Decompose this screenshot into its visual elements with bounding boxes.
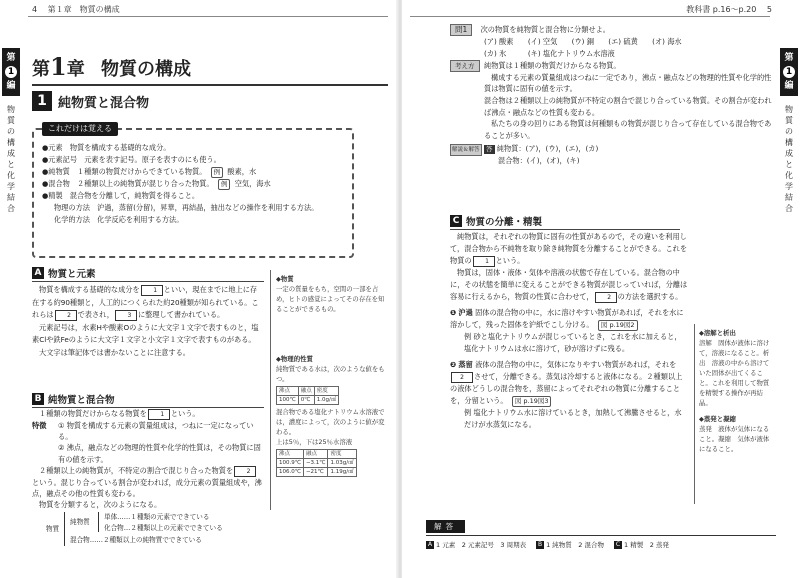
method-text: 液体の混合物の中に，気体になりやすい物質があれば，それを (475, 360, 677, 369)
paragraph (32, 465, 264, 499)
blank-box: 1 (148, 409, 170, 420)
subsection-rule (450, 229, 680, 230)
chapter-prefix: 第 (32, 59, 50, 80)
side-tab-bottom: 編 (6, 81, 16, 91)
subsection-a-body (32, 284, 264, 359)
figure-ref: 図 p.19図3 (512, 396, 552, 407)
paragraph: 物質を分類すると，次のようになる。 (39, 500, 162, 510)
key-line: ●純物質 １種類の物質だけからできている物質。 (42, 167, 207, 176)
table-cell: 100.9℃ (277, 459, 304, 468)
key-points-box (32, 124, 354, 258)
figure-ref: 図 p.19図2 (598, 320, 638, 331)
paragraph: 大文字は筆記体では書かないことに注意する。 (39, 347, 190, 357)
answer-group-c: C 1 精製 2 蒸発 (615, 541, 669, 549)
table-cell: 沸点 (277, 450, 304, 459)
key-line: ●混合物 ２種類以上の純物質が混じり合った物質。 (42, 179, 214, 188)
subsection-title: 純物質と混合物 (48, 395, 115, 406)
method-example: 例 砂と塩化ナトリウムが混じっているとき，これを水に加えると，塩化ナトリウムは水に溶けて，砂が溶けずに残る。 (464, 332, 682, 353)
chapter-side-tab (780, 48, 798, 96)
text: で表され， (77, 310, 114, 319)
example-text: 空気，海水 (234, 179, 271, 188)
question-label: 問1 (450, 24, 472, 36)
table-header-row (277, 450, 357, 459)
answer-group-b: B 1 純物質 2 混合物 (538, 541, 605, 549)
side-divider (270, 270, 271, 510)
text: に整理して書かれている。 (137, 310, 225, 319)
side-note-title: ◆物質 (276, 275, 294, 283)
side-tab-top: 第 (784, 53, 794, 63)
method-term: 沪過 (458, 308, 473, 317)
blank-box: 3 (115, 310, 137, 321)
key-points-title: これだけは覚える (42, 122, 118, 136)
chapter-side-tab (2, 48, 20, 96)
left-side-notes (276, 274, 386, 477)
section-number: 1 (32, 91, 52, 111)
table-cell: 0℃ (298, 396, 314, 405)
section-name: 純物質と混合物 (58, 95, 150, 111)
side-tab-num: 1 (783, 66, 795, 78)
blank-box: 1 (141, 285, 163, 296)
answer-line: 混合物：(イ)，(オ)，(キ) (498, 155, 580, 165)
table-cell: 融点 (303, 450, 328, 459)
key-line: 物理の方法 沪過，蒸留(分留)，昇華，再結晶，抽出などの操作を利用する方法。 (54, 203, 319, 212)
blank-box: 2 (451, 372, 473, 383)
example-tag: 例 (218, 179, 231, 190)
key-line: ●元素記号 元素を表す記号。原子を表すのにも使う。 (42, 155, 221, 164)
tree-brace (98, 512, 103, 532)
subsection-c-body (450, 231, 688, 431)
subsection-title: 物質と元素 (48, 269, 96, 280)
chapter-rule (32, 84, 388, 86)
answer-text: 1 精製 2 蒸発 (624, 541, 669, 549)
text: 物質は，固体・液体・気体や溶液の状態で存在している。混合物の中に，その状態を簡単に変えることができる物質が混じっていれば，分離は容易に行えるから，物質の性質に合わせて， (450, 268, 688, 301)
side-note-text: 蒸発 液体が気体になること。凝縮 気体が液体になること。 (699, 425, 770, 453)
subsection-a-heading (32, 266, 96, 280)
solution-label: 解説＆解答 (450, 144, 482, 156)
header-rule (28, 16, 388, 17)
think-line: 純物質は１種類の物質だけからなる物質。 (484, 61, 621, 71)
paragraph: 元素記号は，水素Hや酸素Oのように大文字１文字で表すものと，塩素Clや鉄Feのように大文字１文字と小文字１文字で表すものがある。 (32, 322, 259, 344)
tree-brace (64, 512, 69, 546)
chapter-name: 物質の構成 (100, 59, 191, 80)
text: という。混じり合っている割合が変われば，成分元素の質量組成や，沸点，融点その他の性質も変わる。 (32, 477, 262, 499)
question-1 (450, 24, 772, 167)
table-cell: 密度 (314, 387, 339, 396)
right-page (402, 0, 800, 578)
table-row (277, 396, 339, 405)
solution-text (484, 143, 598, 166)
method-example: 例 塩化ナトリウム水に溶けているとき，加熱して沸騰させると，水だけが水蒸気になる。 (464, 408, 682, 429)
method-term: 蒸留 (458, 360, 473, 369)
text: ２種類以上の純物質が，不特定の割合で混じり合った物質を (39, 466, 234, 476)
tree-node-element: 単体……１種類の元素でできている (104, 512, 210, 521)
key-line: 化学的方法 化学反応を利用する方法。 (54, 215, 184, 224)
table-cell: −3.1℃ (303, 459, 328, 468)
table-cell: 100℃ (277, 396, 299, 405)
blank-box: 2 (595, 292, 617, 303)
think-line: 混合物は２種類以上の純物質が不特定の割合で混じり合っている物質。その割合が変われば沸点・融点などの性質も変わる。 (484, 95, 772, 117)
side-note-title: ◆蒸発と凝縮 (699, 415, 736, 423)
answer-bar-title: 解答 (426, 520, 465, 533)
side-note-text: 上は5％，下は25％水溶液 (276, 438, 353, 446)
side-vertical-text: 物質の構成と化学結合 (785, 105, 793, 213)
method-text: 固体の混合物の中に，水に溶けやすい物質があれば，それを水に溶かして，残った固体を沪紙でこし分ける。 (450, 308, 684, 329)
blank-box: 1 (473, 256, 495, 267)
think-label: 考え方 (450, 60, 480, 72)
header-rule (410, 16, 770, 17)
think-line: 構成する元素の質量組成はつねに一定であり，沸点・融点などの物理的性質や化学的性質は物質に固有の値を示す。 (484, 72, 772, 94)
side-note-text: 混合物である塩化ナトリウム水溶液では，濃度によって，次のように値が変わる。 (276, 408, 385, 436)
section-title (32, 90, 149, 112)
answer-mark: 答 (486, 145, 493, 154)
right-side-notes (699, 328, 773, 454)
key-line: ●精製 混合物を分離して，純物質を得ること。 (42, 191, 200, 200)
key-line: ●元素 物質を構成する基礎的な成分。 (42, 143, 171, 152)
answer-line: 純物質：(ア)，(ウ)，(エ)，(カ) (496, 144, 599, 154)
classification-tree (32, 512, 264, 548)
page-number: 5 (766, 5, 772, 14)
answer-text: 1 元素 2 元素記号 3 周期表 (436, 541, 527, 549)
side-vertical-text: 物質の構成と化学結合 (7, 105, 15, 213)
subsection-title: 物質の分離・精製 (466, 217, 543, 228)
method-text: させて，分離できる。蒸気は冷却すると液体になる。２種類以上の液体どうしの混合物を，蒸留によってそれぞれの物質に分離することを，分留という。 (450, 372, 683, 405)
table-cell: 密度 (328, 450, 356, 459)
think-text (484, 60, 772, 141)
question-options: (ア) 酸素 (イ) 空気 (ウ) 銅 (エ) 硫黄 (オ) 海水 (484, 37, 682, 46)
blank-box: 2 (55, 310, 77, 321)
feature-text: ② 沸点，融点などの物理的性質や化学的性質は，その物質に固有の値を示す。 (58, 443, 261, 464)
method-filtration (450, 307, 688, 331)
table-cell: 沸点 (277, 387, 299, 396)
side-note-text: 一定の質量をもち，空間の一部を占め，ヒトの感覚によってその存在を知ることができるもの。 (276, 285, 385, 313)
feature-label: 特徴 (32, 420, 47, 430)
subsection-b-heading (32, 392, 115, 406)
subsection-b-body (32, 408, 264, 548)
text: という。 (495, 256, 525, 265)
right-header (686, 4, 772, 15)
chapter-title (32, 52, 388, 81)
think-row (450, 60, 772, 141)
table-header-row (277, 387, 339, 396)
text: 純物質は，それぞれの物質に固有の性質があるので，その違いを利用して，混合物から不純物を取り除き純物質を分離することができる。これを物質の (450, 232, 688, 265)
subsection-c-heading (450, 214, 542, 228)
question-text: 次の物質を純物質と混合物に分類せよ。 (480, 25, 610, 34)
tree-node-pure: 純物質 (70, 517, 90, 526)
table-cell: 1.03g/㎤ (328, 459, 356, 468)
side-note-title: ◆物理的性質 (276, 355, 313, 363)
method-number: ❷ (450, 360, 457, 369)
paragraph (32, 408, 264, 420)
answer-row (426, 539, 776, 551)
tree-node-compound: 化合物…２種類以上の元素でできている (104, 523, 223, 532)
text: という。 (170, 409, 200, 418)
feature-text: ① 物質を構成する元素の質量組成は，つねに一定になっている。 (58, 420, 254, 441)
textbook-reference: 教科書 p.16〜p.20 (686, 5, 757, 14)
salt-solution-table (276, 449, 357, 477)
text: の方法を選択する。 (617, 292, 683, 301)
text: 物質を構成する基礎的な成分を (39, 285, 140, 294)
key-line-with-example (42, 178, 344, 190)
side-tab-bottom: 編 (784, 81, 794, 91)
subsection-rule (32, 281, 264, 282)
answer-group-a: A 1 元素 2 元素記号 3 周期表 (427, 541, 527, 549)
answer-bar-rule (426, 535, 776, 536)
left-page (0, 0, 398, 578)
paragraph (32, 284, 264, 322)
table-cell: −21℃ (303, 468, 328, 477)
side-divider (694, 324, 695, 504)
side-tab-num: 1 (5, 66, 17, 78)
question-options: (カ) 氷 (キ) 塩化ナトリウム水溶液 (484, 48, 615, 58)
paragraph (450, 267, 688, 303)
chapter-number: 1 (50, 52, 67, 81)
answer-bar (426, 514, 776, 551)
subsection-letter: C (450, 215, 462, 227)
chapter-suffix: 章 (66, 59, 85, 80)
blank-box: 2 (234, 466, 256, 477)
table-cell: 融点 (298, 387, 314, 396)
text: といい，現在までに地上に存在する約90種類と，人工的につくられた約20種類が知られている。これらは (32, 285, 259, 319)
answer-text: 1 純物質 2 混合物 (546, 541, 605, 549)
side-tab-top: 第 (6, 53, 16, 63)
table-row (277, 459, 357, 468)
left-header (32, 4, 120, 15)
tree-node-mixture: 混合物……２種類以上の純物質でできている (70, 535, 202, 544)
table-cell: 1.19g/㎤ (328, 468, 356, 477)
tree-root: 物質 (46, 524, 60, 533)
page-number: 4 (32, 5, 38, 14)
paragraph (450, 231, 688, 267)
method-number: ❶ (450, 308, 457, 317)
question-row (450, 24, 772, 36)
key-line-with-example (42, 166, 344, 178)
text: １種類の物質だけからなる物質を (39, 409, 147, 418)
water-properties-table (276, 386, 339, 405)
solution-row (450, 143, 772, 166)
side-note-text: 純物質である水は，次のような値をもつ。 (276, 365, 385, 383)
table-row (277, 468, 357, 477)
subsection-letter: B (32, 393, 44, 405)
example-text: 酸素，水 (227, 167, 257, 176)
header-title: 第１章 物質の構成 (47, 5, 120, 14)
method-distillation (450, 359, 688, 407)
subsection-letter: A (32, 267, 44, 279)
table-cell: 1.0g/㎤ (314, 396, 339, 405)
side-note-text: 溶解 固体が液体に溶けて，溶液になること。析出 溶液の中から溶けていた固体が出てくること。これを利用して物質を精製する操作が再結晶。 (699, 339, 770, 407)
side-note-title: ◆溶解と析出 (699, 329, 736, 337)
feature-row (32, 420, 264, 443)
example-tag: 例 (211, 167, 224, 178)
think-line: 私たちの身の回りにある物質は何種類もの物質が混じり合って存在している混合物であることが多い。 (484, 119, 772, 140)
table-cell: 106.0℃ (277, 468, 304, 477)
